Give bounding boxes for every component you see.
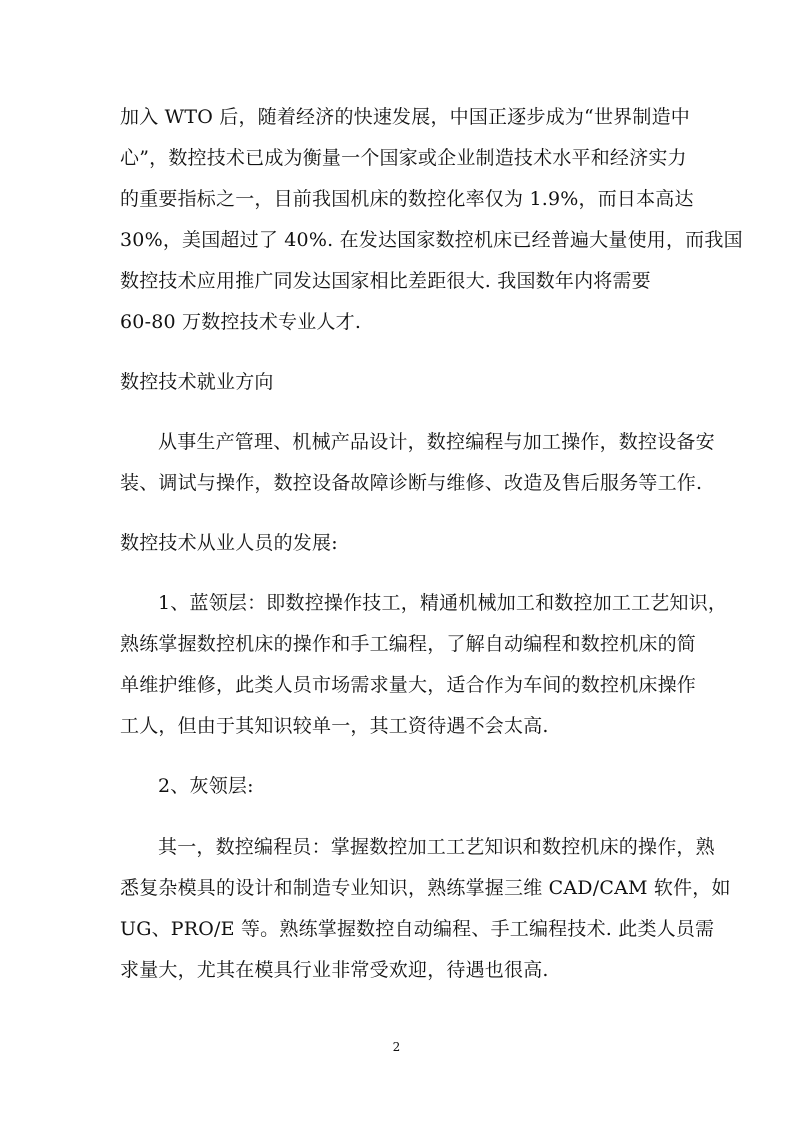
paragraph-1-line-1: 加入 WTO 后，随着经济的快速发展，中国正逐步成为“世界制造中 bbox=[120, 106, 690, 128]
paragraph-7-line-4: 求量大，尤其在模具行业非常受欢迎，待遇也很高. bbox=[120, 959, 549, 981]
section-heading-employment: 数控技术就业方向 bbox=[120, 371, 274, 393]
subsection-heading-grey-collar: 2、灰领层: bbox=[158, 775, 254, 797]
paragraph-7-line-2: 悉复杂模具的设计和制造专业知识，熟练掌握三维 CAD/CAM 软件，如 bbox=[120, 877, 731, 899]
paragraph-3-line-2: 装、调试与操作，数控设备故障诊断与维修、改造及售后服务等工作. bbox=[120, 472, 703, 494]
paragraph-5-line-2: 熟练掌握数控机床的操作和手工编程，了解自动编程和数控机床的简 bbox=[120, 633, 697, 655]
paragraph-1-line-5: 数控技术应用推广同发达国家相比差距很大. 我国数年内将需要 bbox=[120, 270, 651, 292]
paragraph-1-line-4: 30%，美国超过了 40%. 在发达国家数控机床已经普遍大量使用，而我国 bbox=[120, 229, 743, 251]
page-number: 2 bbox=[392, 1040, 401, 1054]
paragraph-5-line-1: 1、蓝领层：即数控操作技工，精通机械加工和数控加工工艺知识， bbox=[158, 592, 728, 614]
paragraph-1-line-2: 心”，数控技术已成为衡量一个国家或企业制造技术水平和经济实力 bbox=[120, 147, 687, 169]
paragraph-1-line-6: 60-80 万数控技术专业人才. bbox=[120, 311, 362, 333]
paragraph-1-line-3: 的重要指标之一，目前我国机床的数控化率仅为 1.9%，而日本高达 bbox=[120, 188, 694, 210]
section-heading-development: 数控技术从业人员的发展: bbox=[120, 532, 338, 554]
paragraph-3-line-1: 从事生产管理、机械产品设计，数控编程与加工操作，数控设备安 bbox=[158, 431, 715, 453]
paragraph-7-line-3: UG、PRO/E 等。熟练掌握数控自动编程、手工编程技术. 此类人员需 bbox=[120, 918, 715, 940]
paragraph-5-line-3: 单维护维修，此类人员市场需求量大，适合作为车间的数控机床操作 bbox=[120, 674, 697, 696]
paragraph-5-line-4: 工人，但由于其知识较单一，其工资待遇不会太高. bbox=[120, 715, 549, 737]
paragraph-7-line-1: 其一，数控编程员：掌握数控加工工艺知识和数控机床的操作，熟 bbox=[158, 836, 715, 858]
